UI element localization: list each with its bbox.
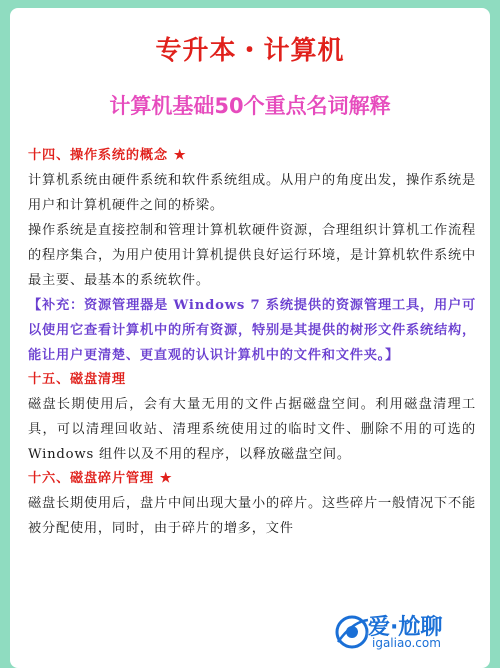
section-14-supplement: 【补充：资源管理器是 Windows 7 系统提供的资源管理工具，用户可以使用它查看计算机中的所有资源，特别是其提供的树形文件系统结构，能让用户更清楚、更直观的认识计算机中的文件和文件夹。】 bbox=[28, 298, 476, 363]
watermark-logo-icon bbox=[332, 612, 372, 652]
watermark-url: igaliao.com bbox=[372, 636, 441, 650]
page-title: 专升本・计算机 bbox=[155, 36, 345, 66]
page-subtitle: 计算机基础50个重点名词解释 bbox=[109, 94, 391, 118]
section-14-paragraph-2: 操作系统是直接控制和管理计算机软硬件资源，合理组织计算机工作流程的程序集合，为用户使用计算机提供良好运行环境，是计算机软件系统中最主要、最基本的系统软件。 bbox=[28, 223, 476, 288]
section-heading-14-text: 十四、操作系统的概念 bbox=[28, 148, 168, 163]
star-icon: ★ bbox=[159, 471, 173, 486]
watermark-text: 爱·尬聊 bbox=[368, 615, 443, 640]
watermark bbox=[332, 608, 482, 656]
section-16-paragraph-1: 磁盘长期使用后，盘片中间出现大量小的碎片。这些碎片一般情况下不能被分配使用，同时，由于碎片的增多，文件 bbox=[28, 496, 476, 536]
star-icon: ★ bbox=[173, 148, 187, 163]
section-heading-15: 十五、磁盘清理 bbox=[28, 372, 126, 387]
article-body bbox=[28, 144, 476, 541]
section-heading-16-text: 十六、磁盘碎片管理 bbox=[28, 471, 154, 486]
section-heading-16 bbox=[28, 467, 476, 491]
content-card bbox=[10, 8, 490, 668]
section-14-paragraph-1: 计算机系统由硬件系统和软件系统组成。从用户的角度出发，操作系统是用户和计算机硬件之间的桥梁。 bbox=[28, 173, 476, 213]
section-15-paragraph-1: 磁盘长期使用后，会有大量无用的文件占据磁盘空间。利用磁盘清理工具，可以清理回收站、清理系统使用过的临时文件、删除不用的可选的 Windows 组件以及不用的程序，以释放磁盘空间。 bbox=[28, 397, 476, 462]
section-heading-14 bbox=[28, 144, 476, 168]
